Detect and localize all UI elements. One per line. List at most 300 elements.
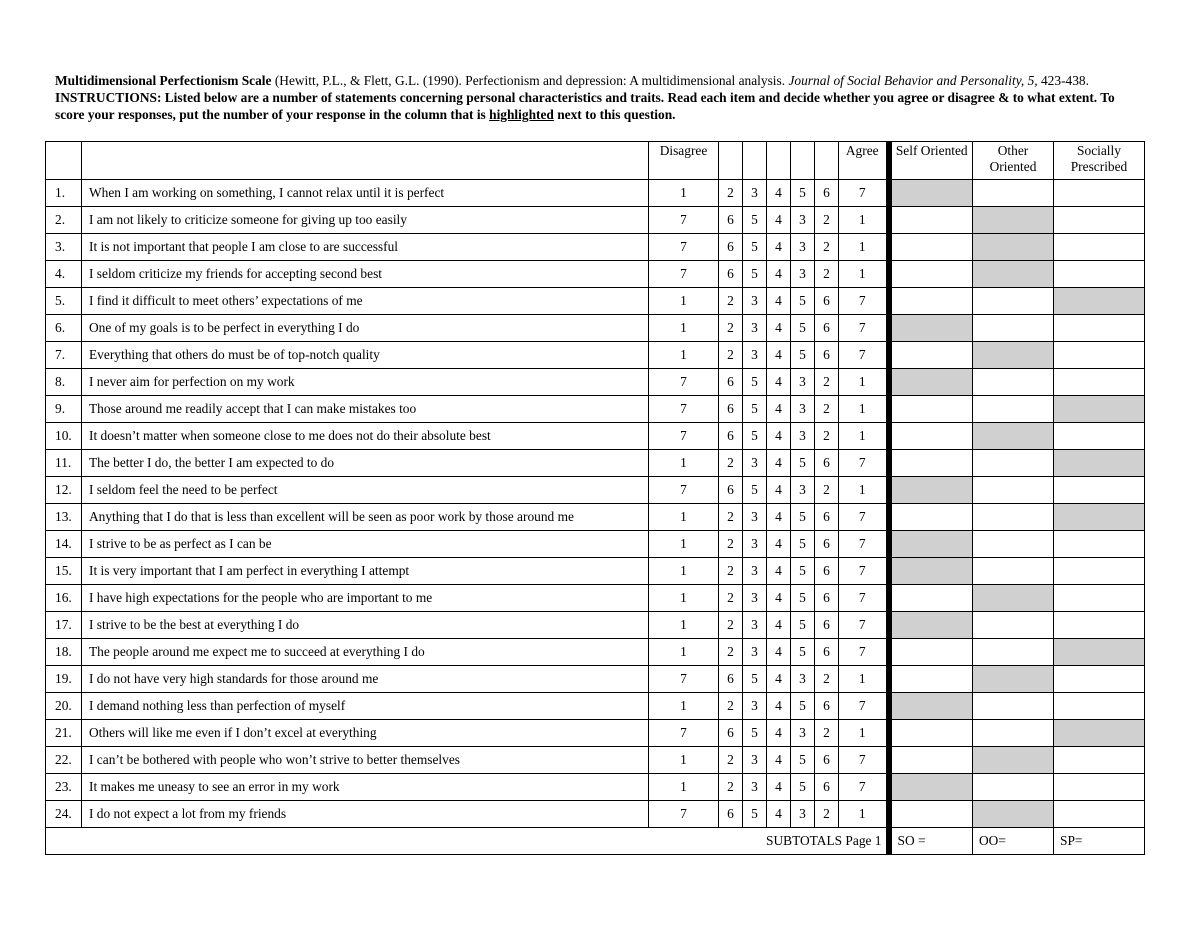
scale-value: 4 — [767, 234, 791, 261]
header-scale-cell — [815, 142, 839, 180]
item-number: 12. — [46, 477, 82, 504]
scale-value: 2 — [815, 234, 839, 261]
other-oriented-response-cell — [973, 504, 1054, 531]
other-oriented-response-cell[interactable] — [973, 234, 1054, 261]
socially-prescribed-response-cell[interactable] — [1054, 450, 1145, 477]
other-oriented-response-cell — [973, 315, 1054, 342]
table-row — [46, 774, 1145, 801]
socially-prescribed-response-cell — [1054, 477, 1145, 504]
self-oriented-response-cell[interactable] — [889, 477, 973, 504]
scale-value: 3 — [791, 720, 815, 747]
scale-value: 2 — [719, 288, 743, 315]
scale-value: 5 — [791, 774, 815, 801]
scale-value: 5 — [791, 747, 815, 774]
item-statement: One of my goals is to be perfect in everything I do — [82, 315, 649, 342]
item-number: 4. — [46, 261, 82, 288]
scale-value: 2 — [719, 774, 743, 801]
citation-authors: (Hewitt, P.L., & Flett, G.L. (1990). Perfectionism and depression: A multidimensional analysis. — [271, 73, 789, 88]
so-subtotal-field[interactable]: SO = — [889, 828, 973, 855]
scale-value: 5 — [743, 234, 767, 261]
item-statement: It doesn’t matter when someone close to me does not do their absolute best — [82, 423, 649, 450]
other-oriented-response-cell — [973, 477, 1054, 504]
scale-value: 5 — [743, 666, 767, 693]
item-statement: Those around me readily accept that I can make mistakes too — [82, 396, 649, 423]
scale-value: 7 — [649, 261, 719, 288]
table-row — [46, 504, 1145, 531]
socially-prescribed-response-cell — [1054, 774, 1145, 801]
item-number: 19. — [46, 666, 82, 693]
scale-value: 3 — [743, 288, 767, 315]
scale-value: 4 — [767, 288, 791, 315]
item-number: 10. — [46, 423, 82, 450]
scale-value: 1 — [649, 558, 719, 585]
scale-value: 7 — [839, 531, 889, 558]
scale-value: 1 — [649, 612, 719, 639]
scale-value: 4 — [767, 207, 791, 234]
item-statement: I seldom feel the need to be perfect — [82, 477, 649, 504]
socially-prescribed-response-cell — [1054, 585, 1145, 612]
scale-value: 5 — [791, 504, 815, 531]
header-agree: Agree — [839, 142, 889, 180]
item-statement: It makes me uneasy to see an error in my work — [82, 774, 649, 801]
socially-prescribed-response-cell — [1054, 180, 1145, 207]
scale-value: 3 — [743, 774, 767, 801]
table-row — [46, 612, 1145, 639]
self-oriented-response-cell — [889, 261, 973, 288]
table-row — [46, 342, 1145, 369]
item-number: 6. — [46, 315, 82, 342]
socially-prescribed-response-cell — [1054, 369, 1145, 396]
item-statement: I am not likely to criticize someone for giving up too easily — [82, 207, 649, 234]
scale-value: 4 — [767, 558, 791, 585]
scale-value: 3 — [743, 531, 767, 558]
scale-value: 3 — [743, 342, 767, 369]
scale-value: 7 — [839, 450, 889, 477]
scale-value: 4 — [767, 504, 791, 531]
self-oriented-response-cell[interactable] — [889, 531, 973, 558]
self-oriented-response-cell[interactable] — [889, 180, 973, 207]
scale-value: 2 — [719, 450, 743, 477]
other-oriented-response-cell — [973, 180, 1054, 207]
scale-value: 1 — [649, 450, 719, 477]
other-oriented-response-cell — [973, 693, 1054, 720]
scale-value: 7 — [649, 720, 719, 747]
self-oriented-response-cell — [889, 342, 973, 369]
scale-value: 2 — [815, 396, 839, 423]
scale-value: 5 — [791, 531, 815, 558]
item-number: 13. — [46, 504, 82, 531]
scale-value: 2 — [719, 180, 743, 207]
item-number: 22. — [46, 747, 82, 774]
item-statement: Everything that others do must be of top-notch quality — [82, 342, 649, 369]
item-statement: Others will like me even if I don’t excel at everything — [82, 720, 649, 747]
scale-value: 6 — [719, 666, 743, 693]
perfectionism-scale-table — [45, 141, 1145, 855]
item-number: 16. — [46, 585, 82, 612]
scale-value: 4 — [767, 639, 791, 666]
scale-value: 4 — [767, 315, 791, 342]
socially-prescribed-response-cell — [1054, 558, 1145, 585]
scale-value: 5 — [791, 180, 815, 207]
socially-prescribed-response-cell — [1054, 531, 1145, 558]
scale-value: 7 — [649, 207, 719, 234]
scale-value: 6 — [815, 288, 839, 315]
other-oriented-response-cell — [973, 369, 1054, 396]
socially-prescribed-response-cell — [1054, 666, 1145, 693]
scale-value: 4 — [767, 585, 791, 612]
scale-value: 1 — [649, 531, 719, 558]
scale-value: 1 — [649, 747, 719, 774]
table-row — [46, 477, 1145, 504]
oo-subtotal-field[interactable]: OO= — [973, 828, 1054, 855]
socially-prescribed-response-cell[interactable] — [1054, 396, 1145, 423]
scale-value: 4 — [767, 450, 791, 477]
other-oriented-response-cell[interactable] — [973, 585, 1054, 612]
table-row — [46, 315, 1145, 342]
scale-value: 1 — [839, 369, 889, 396]
scale-value: 2 — [719, 693, 743, 720]
scale-value: 3 — [743, 504, 767, 531]
header-other-oriented — [973, 142, 1054, 180]
item-statement: It is not important that people I am close to are successful — [82, 234, 649, 261]
scale-value: 7 — [839, 558, 889, 585]
scale-value: 3 — [743, 585, 767, 612]
scale-value: 5 — [791, 288, 815, 315]
scale-value: 3 — [791, 666, 815, 693]
scale-value: 1 — [839, 207, 889, 234]
scale-value: 2 — [719, 558, 743, 585]
self-oriented-response-cell[interactable] — [889, 369, 973, 396]
scale-value: 7 — [649, 801, 719, 828]
self-oriented-response-cell[interactable] — [889, 612, 973, 639]
scale-value: 5 — [743, 261, 767, 288]
scale-value: 5 — [743, 396, 767, 423]
header-scale-cell — [791, 142, 815, 180]
scale-value: 2 — [719, 504, 743, 531]
scale-value: 4 — [767, 531, 791, 558]
item-number: 1. — [46, 180, 82, 207]
document-header — [55, 72, 1145, 123]
item-statement: I do not expect a lot from my friends — [82, 801, 649, 828]
scale-value: 6 — [815, 504, 839, 531]
scale-value: 6 — [815, 774, 839, 801]
self-oriented-response-cell — [889, 747, 973, 774]
scale-value: 4 — [767, 774, 791, 801]
socially-prescribed-response-cell — [1054, 423, 1145, 450]
self-oriented-response-cell[interactable] — [889, 693, 973, 720]
scale-value: 3 — [743, 639, 767, 666]
item-statement: When I am working on something, I cannot relax until it is perfect — [82, 180, 649, 207]
self-oriented-response-cell[interactable] — [889, 558, 973, 585]
self-oriented-response-cell — [889, 504, 973, 531]
item-statement: I never aim for perfection on my work — [82, 369, 649, 396]
table-row — [46, 720, 1145, 747]
scale-value: 3 — [791, 261, 815, 288]
table-row — [46, 531, 1145, 558]
header-socially-prescribed-label: Socially Prescribed — [1070, 143, 1128, 174]
scale-value: 2 — [815, 477, 839, 504]
scale-value: 4 — [767, 369, 791, 396]
item-statement: It is very important that I am perfect in everything I attempt — [82, 558, 649, 585]
scale-value: 1 — [839, 423, 889, 450]
other-oriented-response-cell[interactable] — [973, 261, 1054, 288]
scale-value: 4 — [767, 747, 791, 774]
self-oriented-response-cell — [889, 423, 973, 450]
subtotals-row — [46, 828, 1145, 855]
scale-value: 7 — [839, 585, 889, 612]
other-oriented-response-cell — [973, 396, 1054, 423]
scale-value: 2 — [815, 261, 839, 288]
item-number: 18. — [46, 639, 82, 666]
item-number: 14. — [46, 531, 82, 558]
scale-value: 5 — [791, 693, 815, 720]
scale-value: 6 — [815, 531, 839, 558]
scale-value: 5 — [743, 423, 767, 450]
scale-value: 7 — [839, 288, 889, 315]
socially-prescribed-response-cell[interactable] — [1054, 720, 1145, 747]
scale-value: 7 — [649, 666, 719, 693]
self-oriented-response-cell[interactable] — [889, 774, 973, 801]
socially-prescribed-response-cell — [1054, 261, 1145, 288]
scale-value: 7 — [839, 612, 889, 639]
item-number: 5. — [46, 288, 82, 315]
table-row — [46, 450, 1145, 477]
scale-value: 1 — [649, 585, 719, 612]
scale-value: 2 — [815, 423, 839, 450]
subtotals-label: SUBTOTALS Page 1 — [46, 828, 889, 855]
table-row — [46, 747, 1145, 774]
self-oriented-response-cell — [889, 639, 973, 666]
scale-value: 5 — [791, 639, 815, 666]
scale-value: 2 — [815, 720, 839, 747]
scale-value: 3 — [791, 477, 815, 504]
other-oriented-response-cell — [973, 288, 1054, 315]
scale-value: 7 — [839, 774, 889, 801]
socially-prescribed-response-cell — [1054, 693, 1145, 720]
other-oriented-response-cell[interactable] — [973, 801, 1054, 828]
scale-value: 6 — [719, 396, 743, 423]
scale-value: 6 — [719, 423, 743, 450]
socially-prescribed-response-cell[interactable] — [1054, 639, 1145, 666]
scale-value: 7 — [649, 423, 719, 450]
scale-value: 5 — [743, 477, 767, 504]
scale-value: 1 — [649, 504, 719, 531]
scale-value: 2 — [719, 747, 743, 774]
header-socially-prescribed — [1054, 142, 1145, 180]
self-oriented-response-cell — [889, 234, 973, 261]
scale-value: 6 — [815, 450, 839, 477]
scale-value: 2 — [815, 801, 839, 828]
other-oriented-response-cell[interactable] — [973, 747, 1054, 774]
other-oriented-response-cell — [973, 720, 1054, 747]
item-statement: I strive to be as perfect as I can be — [82, 531, 649, 558]
socially-prescribed-response-cell[interactable] — [1054, 288, 1145, 315]
scale-value: 3 — [791, 207, 815, 234]
scale-value: 5 — [791, 558, 815, 585]
table-row — [46, 261, 1145, 288]
instructions-highlighted: highlighted — [489, 107, 554, 122]
scale-value: 7 — [649, 477, 719, 504]
item-statement: I seldom criticize my friends for accepting second best — [82, 261, 649, 288]
other-oriented-response-cell[interactable] — [973, 423, 1054, 450]
other-oriented-response-cell — [973, 558, 1054, 585]
item-statement: I have high expectations for the people who are important to me — [82, 585, 649, 612]
item-number: 11. — [46, 450, 82, 477]
scale-value: 4 — [767, 261, 791, 288]
item-statement: I find it difficult to meet others’ expectations of me — [82, 288, 649, 315]
header-num-cell — [46, 142, 82, 180]
scale-value: 5 — [791, 585, 815, 612]
self-oriented-response-cell — [889, 585, 973, 612]
item-statement: Anything that I do that is less than excellent will be seen as poor work by those around me — [82, 504, 649, 531]
item-number: 23. — [46, 774, 82, 801]
header-disagree: Disagree — [649, 142, 719, 180]
scale-value: 3 — [743, 693, 767, 720]
item-statement: The better I do, the better I am expected to do — [82, 450, 649, 477]
scale-value: 7 — [839, 315, 889, 342]
scale-value: 7 — [839, 504, 889, 531]
scale-value: 6 — [719, 207, 743, 234]
other-oriented-response-cell — [973, 639, 1054, 666]
self-oriented-response-cell[interactable] — [889, 315, 973, 342]
self-oriented-response-cell — [889, 666, 973, 693]
citation-journal: Journal of Social Behavior and Personality, 5, — [788, 73, 1038, 88]
scale-value: 6 — [815, 585, 839, 612]
other-oriented-response-cell[interactable] — [973, 207, 1054, 234]
scale-value: 5 — [791, 315, 815, 342]
scale-value: 1 — [649, 288, 719, 315]
sp-subtotal-field[interactable]: SP= — [1054, 828, 1145, 855]
table-row — [46, 369, 1145, 396]
scale-value: 4 — [767, 180, 791, 207]
scale-value: 5 — [743, 720, 767, 747]
header-other-oriented-label: Other Oriented — [989, 143, 1037, 174]
table-row — [46, 666, 1145, 693]
item-statement: I can’t be bothered with people who won’t strive to better themselves — [82, 747, 649, 774]
item-statement: I do not have very high standards for those around me — [82, 666, 649, 693]
scale-value: 5 — [743, 369, 767, 396]
table-row — [46, 234, 1145, 261]
scale-value: 6 — [815, 315, 839, 342]
scale-value: 5 — [743, 801, 767, 828]
socially-prescribed-response-cell — [1054, 612, 1145, 639]
socially-prescribed-response-cell — [1054, 747, 1145, 774]
scale-value: 6 — [815, 612, 839, 639]
scale-value: 2 — [815, 666, 839, 693]
scale-value: 6 — [719, 261, 743, 288]
scale-value: 7 — [649, 369, 719, 396]
socially-prescribed-response-cell — [1054, 207, 1145, 234]
scale-value: 4 — [767, 693, 791, 720]
scale-value: 6 — [815, 342, 839, 369]
other-oriented-response-cell — [973, 531, 1054, 558]
self-oriented-response-cell — [889, 450, 973, 477]
scale-value: 3 — [791, 369, 815, 396]
scale-value: 2 — [719, 612, 743, 639]
table-row — [46, 396, 1145, 423]
socially-prescribed-response-cell[interactable] — [1054, 504, 1145, 531]
scale-value: 3 — [791, 801, 815, 828]
scale-value: 4 — [767, 720, 791, 747]
header-self-oriented — [889, 142, 973, 180]
scale-value: 6 — [815, 558, 839, 585]
instructions — [55, 89, 1145, 123]
scale-value: 6 — [815, 639, 839, 666]
scale-value: 3 — [743, 612, 767, 639]
scale-value: 7 — [839, 342, 889, 369]
table-row — [46, 180, 1145, 207]
scale-value: 1 — [839, 666, 889, 693]
table-row — [46, 288, 1145, 315]
scale-value: 4 — [767, 396, 791, 423]
item-number: 7. — [46, 342, 82, 369]
scale-value: 7 — [839, 639, 889, 666]
scale-value: 1 — [649, 693, 719, 720]
header-self-oriented-label: Self Oriented — [895, 143, 968, 158]
socially-prescribed-response-cell — [1054, 342, 1145, 369]
scale-value: 4 — [767, 342, 791, 369]
scale-value: 4 — [767, 612, 791, 639]
scale-value: 5 — [791, 612, 815, 639]
table-row — [46, 639, 1145, 666]
other-oriented-response-cell[interactable] — [973, 342, 1054, 369]
scale-value: 6 — [719, 369, 743, 396]
scale-value: 1 — [839, 261, 889, 288]
instructions-prefix: INSTRUCTIONS: Listed below are a number of statements concerning personal characteristics and traits. Read each item and decide whether you agree or disagree & to what extent. To score your responses, put the number of your response in the column that is — [55, 90, 1115, 122]
scale-value: 1 — [649, 315, 719, 342]
scale-value: 4 — [767, 423, 791, 450]
item-number: 21. — [46, 720, 82, 747]
instructions-suffix: next to this question. — [553, 107, 676, 122]
scale-value: 7 — [839, 180, 889, 207]
scale-value: 3 — [743, 315, 767, 342]
header-statement-cell — [82, 142, 649, 180]
table-row — [46, 207, 1145, 234]
scale-value: 1 — [839, 234, 889, 261]
socially-prescribed-response-cell — [1054, 234, 1145, 261]
scale-value: 4 — [767, 666, 791, 693]
item-number: 24. — [46, 801, 82, 828]
table-row — [46, 801, 1145, 828]
scale-value: 1 — [649, 774, 719, 801]
table-row — [46, 693, 1145, 720]
item-statement: The people around me expect me to succeed at everything I do — [82, 639, 649, 666]
scale-value: 4 — [767, 477, 791, 504]
scale-value: 3 — [743, 747, 767, 774]
item-number: 9. — [46, 396, 82, 423]
scale-value: 7 — [649, 234, 719, 261]
scale-value: 1 — [839, 477, 889, 504]
scale-value: 6 — [719, 720, 743, 747]
other-oriented-response-cell[interactable] — [973, 666, 1054, 693]
citation — [55, 72, 1145, 89]
other-oriented-response-cell — [973, 774, 1054, 801]
citation-pages: 423-438. — [1037, 73, 1089, 88]
table-header-row — [46, 142, 1145, 180]
scale-value: 6 — [815, 180, 839, 207]
scale-value: 7 — [839, 747, 889, 774]
scale-value: 7 — [649, 396, 719, 423]
socially-prescribed-response-cell — [1054, 315, 1145, 342]
table-body — [46, 142, 1145, 855]
scale-value: 6 — [719, 801, 743, 828]
item-number: 15. — [46, 558, 82, 585]
scale-value: 1 — [839, 720, 889, 747]
scale-value: 4 — [767, 801, 791, 828]
scale-value: 1 — [649, 639, 719, 666]
table-row — [46, 558, 1145, 585]
scale-value: 2 — [719, 315, 743, 342]
